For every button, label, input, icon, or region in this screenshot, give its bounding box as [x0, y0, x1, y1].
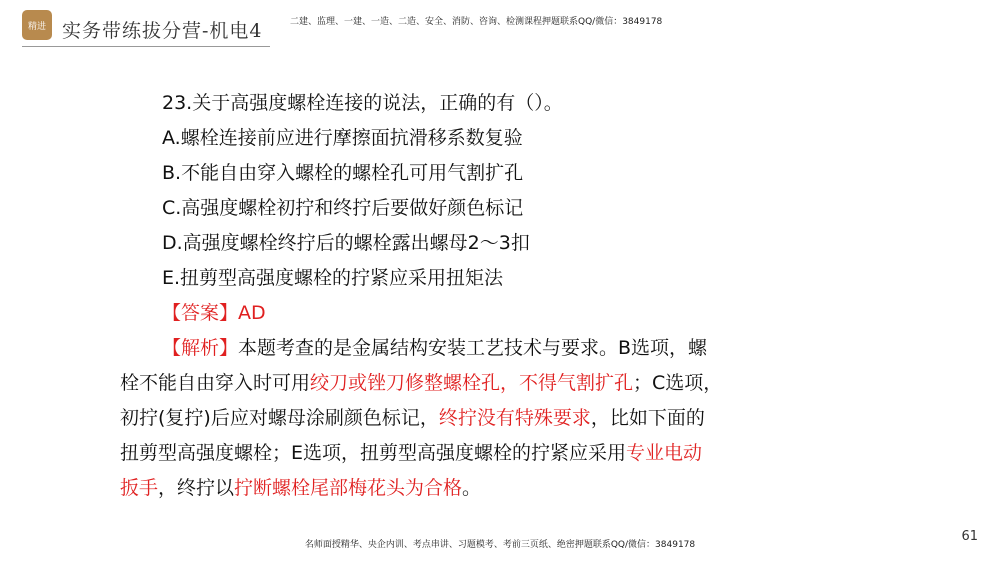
analysis-text: 初拧(复拧)后应对螺母涂刷颜色标记，: [120, 407, 439, 429]
analysis-line-3: [120, 401, 820, 436]
analysis-line-2: [120, 366, 820, 401]
answer: 【答案】AD: [162, 302, 266, 324]
analysis-text: 。: [462, 477, 482, 499]
header-divider: [22, 46, 270, 47]
option-c: C.高强度螺栓初拧和终拧后要做好颜色标记: [162, 197, 524, 219]
analysis-label: 【解析】: [162, 337, 239, 359]
footer-contact-note: 名师面授精华、央企内训、考点串讲、习题模考、考前三页纸、绝密押题联系QQ/微信：3849178: [304, 540, 696, 550]
option-a: A.螺栓连接前应进行摩擦面抗滑移系数复验: [162, 127, 523, 149]
header-contact-note: 二建、监理、一建、一造、二造、安全、消防、咨询、检测课程押题联系QQ/微信：3849178: [290, 17, 663, 27]
analysis-highlight: 终拧没有特殊要求: [438, 407, 591, 429]
analysis-text: ；C选项，: [633, 372, 723, 394]
option-b: B.不能自由穿入螺栓的螺栓孔可用气割扩孔: [162, 162, 524, 184]
question-content: [120, 86, 820, 506]
analysis-line-5: [120, 471, 820, 506]
logo: 精进: [22, 10, 52, 40]
option-e: E.扭剪型高强度螺栓的拧紧应采用扭矩法: [162, 267, 504, 289]
analysis-highlight: 绞刀或锉刀修整螺栓孔，不得气割扩孔: [310, 372, 634, 394]
analysis-text: 栓不能自由穿入时可用: [120, 372, 311, 394]
analysis-text: ，比如下面的: [590, 407, 705, 429]
option-d: D.高强度螺栓终拧后的螺栓露出螺母2～3扣: [162, 232, 530, 254]
analysis-highlight: 专业电动: [626, 442, 703, 464]
analysis-line-4: [120, 436, 820, 471]
analysis-highlight: 拧断螺栓尾部梅花头为合格: [234, 477, 463, 499]
analysis-text: 扭剪型高强度螺栓；E选项，扭剪型高强度螺栓的拧紧应采用: [120, 442, 627, 464]
analysis-line-1: [120, 331, 820, 366]
course-title: 实务带练拔分营-机电4: [62, 20, 263, 42]
analysis-highlight: 扳手: [120, 477, 159, 499]
question-stem: 23.关于高强度螺栓连接的说法，正确的有（）。: [162, 92, 563, 114]
page-number: 61: [961, 529, 978, 544]
analysis-text: 本题考查的是金属结构安装工艺技术与要求。B选项，螺: [238, 337, 708, 359]
analysis-text: ，终拧以: [158, 477, 235, 499]
